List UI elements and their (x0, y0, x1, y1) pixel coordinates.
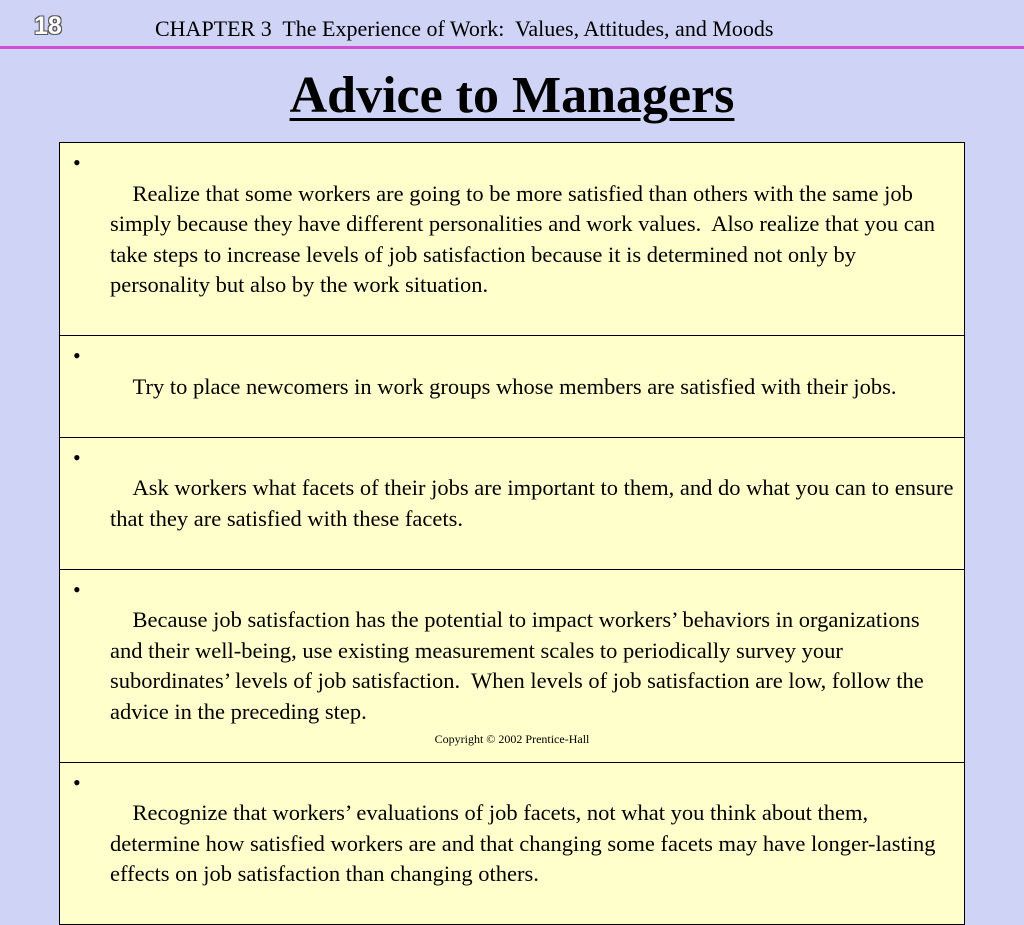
advice-table (59, 142, 965, 925)
chapter-title: CHAPTER 3 The Experience of Work: Values, Attitudes, and Moods (155, 16, 774, 41)
advice-row-5 (60, 762, 964, 925)
advice-text-3: Ask workers what facets of their jobs are important to them, and do what you can to ensure that they are satisfied with these facets. (110, 475, 960, 531)
advice-text-2: Try to place newcomers in work groups whose members are satisfied with their jobs. (132, 373, 897, 399)
page-title (0, 67, 1024, 124)
advice-row-3 (60, 437, 964, 569)
bullet-icon: • (73, 769, 81, 795)
advice-text-1: Realize that some workers are going to be more satisfied than others with the same job simply because they have different personalities and work values. Also realize that you can take steps to increase levels of job satisfaction because it is determined not only by personality but also by the work situation. (110, 180, 941, 297)
slide-number: 18 (34, 12, 62, 40)
header-divider (0, 46, 1024, 49)
advice-row-1 (60, 143, 964, 335)
advice-text-4: Because job satisfaction has the potential to impact workers’ behaviors in organizations and their well-being, use existing measurement scales to periodically survey your subordinates’ levels of job satisfaction. When levels of job satisfaction are low, follow the advice in the preceding step. (110, 607, 930, 724)
advice-text-5: Recognize that workers’ evaluations of job facets, not what you think about them, determine how satisfied workers are and that changing some facets may have longer-lasting effects on job satisfaction than changing others. (110, 800, 942, 886)
bullet-icon: • (73, 576, 81, 602)
page-title-text: Advice to Managers (289, 67, 735, 124)
copyright-notice: Copyright © 2002 Prentice-Hall (434, 732, 590, 746)
bullet-icon: • (73, 343, 81, 368)
advice-row-2 (60, 335, 964, 437)
bullet-icon: • (73, 444, 81, 470)
bullet-icon: • (73, 150, 81, 175)
